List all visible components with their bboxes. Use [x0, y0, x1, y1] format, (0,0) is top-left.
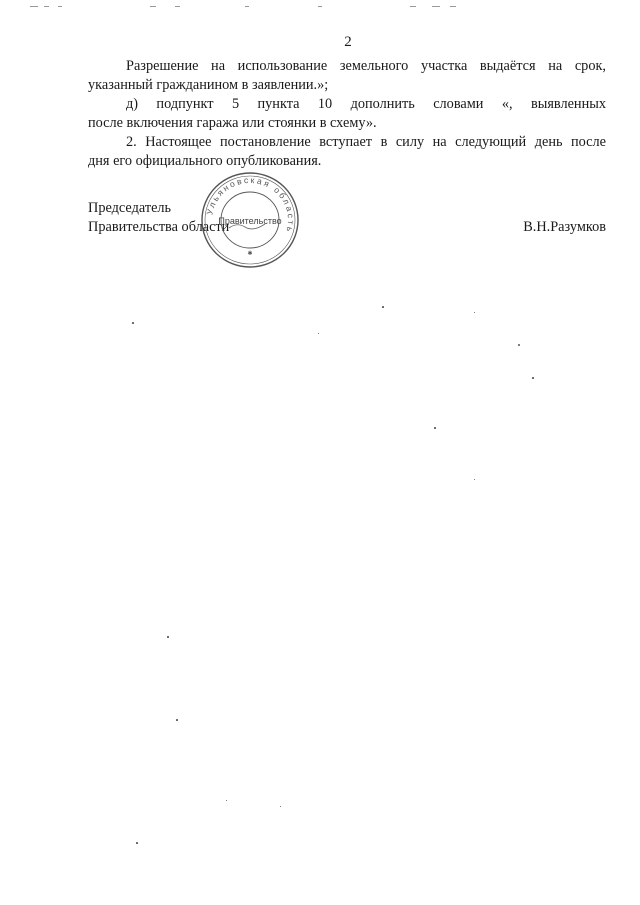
paragraph-3	[88, 133, 606, 171]
paragraph-1	[88, 57, 606, 95]
paragraph-3-line-2: дня его официального опубликования.	[88, 153, 322, 169]
document-body	[88, 57, 606, 171]
seal-ring-text: Ульяновская область	[204, 174, 297, 235]
signer-title-line-1: Председатель	[88, 200, 172, 216]
signature-block	[88, 199, 606, 237]
paragraph-1-line-1: Разрешение на использование земельного участка выдаётся на срок,	[126, 58, 606, 74]
scan-artifacts-top	[0, 6, 640, 12]
paragraph-2-line-2: после включения гаража или стоянки в схему».	[88, 115, 377, 131]
paragraph-2-line-1: д) подпункт 5 пункта 10 дополнить словами «, выявленных	[126, 96, 606, 112]
paragraph-2	[88, 95, 606, 133]
seal-center-text: Правительство	[218, 216, 282, 226]
paragraph-1-line-2: указанный гражданином в заявлении.»;	[88, 77, 329, 93]
page-number: 2	[344, 34, 352, 50]
seal-star-icon: ✱	[247, 250, 253, 257]
paragraph-3-line-1: 2. Настоящее постановление вступает в силу на следующий день после	[126, 134, 606, 150]
signer-name: В.Н.Разумков	[523, 219, 606, 235]
official-seal	[199, 170, 301, 270]
signer-title-line-2: Правительства области	[88, 219, 230, 235]
